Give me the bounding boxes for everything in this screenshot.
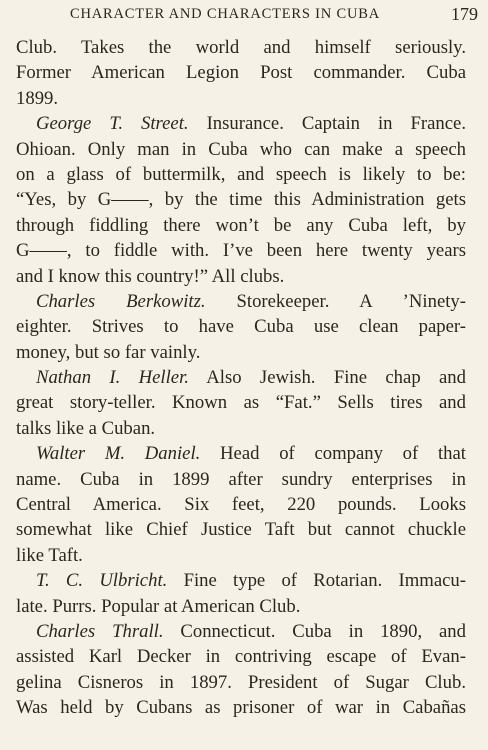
body-text — [16, 35, 466, 721]
text-line: Ohioan. Only man in Cuba who can make a speech — [16, 138, 466, 160]
text-line: eighter. Strives to have Cuba use clean paper- — [16, 316, 466, 338]
text-line: Club. Takes the world and himself seriously. — [16, 37, 466, 58]
text-line — [16, 568, 466, 593]
text-line: talks like a Cuban. — [16, 417, 156, 439]
text-line: 1899. — [16, 87, 59, 109]
entry-text: Storekeeper. A ’Ninety- — [205, 290, 466, 312]
text-line: gelina Cisneros in 1897. President of Sugar Club. — [16, 671, 466, 693]
text-line: G——, to fiddle with. I’ve been here twenty years — [16, 240, 466, 262]
text-line — [16, 365, 466, 390]
text-line: somewhat like Chief Justice Taft but cannot chuckle — [16, 519, 466, 541]
text-line: “Yes, by G——, by the time this Administration gets — [16, 189, 466, 211]
entry-text: Fine type of Rotarian. Immacu- — [167, 570, 466, 592]
running-title: CHARACTER AND CHARACTERS IN CUBA — [70, 6, 380, 22]
entry-text: Also Jewish. Fine chap and — [188, 367, 466, 389]
entry-text: Connecticut. Cuba in 1890, and — [163, 620, 466, 642]
text-line: name. Cuba in 1899 after sundry enterprises in — [16, 468, 466, 490]
text-line: money, but so far vainly. — [16, 341, 201, 363]
text-line: Was held by Cubans as prisoner of war in Cabañas — [16, 697, 466, 719]
person-name: Walter M. Daniel. — [36, 443, 201, 465]
text-line — [16, 441, 466, 466]
page-number: 179 — [451, 4, 478, 24]
text-line: Former American Legion Post commander. Cuba — [16, 62, 466, 84]
person-name: Charles Thrall. — [36, 620, 164, 642]
person-name: George T. Street. — [36, 113, 189, 135]
person-name: Charles Berkowitz. — [36, 290, 206, 312]
text-line: and I know this country!” All clubs. — [16, 265, 285, 287]
person-name: Nathan I. Heller. — [36, 367, 189, 389]
entry-text: Insurance. Captain in France. — [188, 113, 466, 135]
text-line: great story-teller. Known as “Fat.” Sells tires and — [16, 392, 466, 414]
text-line: late. Purrs. Popular at American Club. — [16, 595, 301, 617]
running-header — [70, 6, 478, 26]
person-name: T. C. Ulbricht. — [36, 570, 168, 592]
text-line: like Taft. — [16, 544, 83, 566]
text-line — [16, 289, 466, 314]
text-line — [16, 619, 466, 644]
text-line: on a glass of buttermilk, and speech is likely to be: — [16, 163, 466, 185]
text-line — [16, 111, 466, 136]
text-line: through fiddling there won’t be any Cuba left, by — [16, 214, 466, 236]
entry-text: Head of company of that — [200, 443, 466, 465]
text-line: assisted Karl Decker in contriving escape of Evan- — [16, 646, 466, 668]
text-line: Central America. Six feet, 220 pounds. Looks — [16, 494, 466, 516]
